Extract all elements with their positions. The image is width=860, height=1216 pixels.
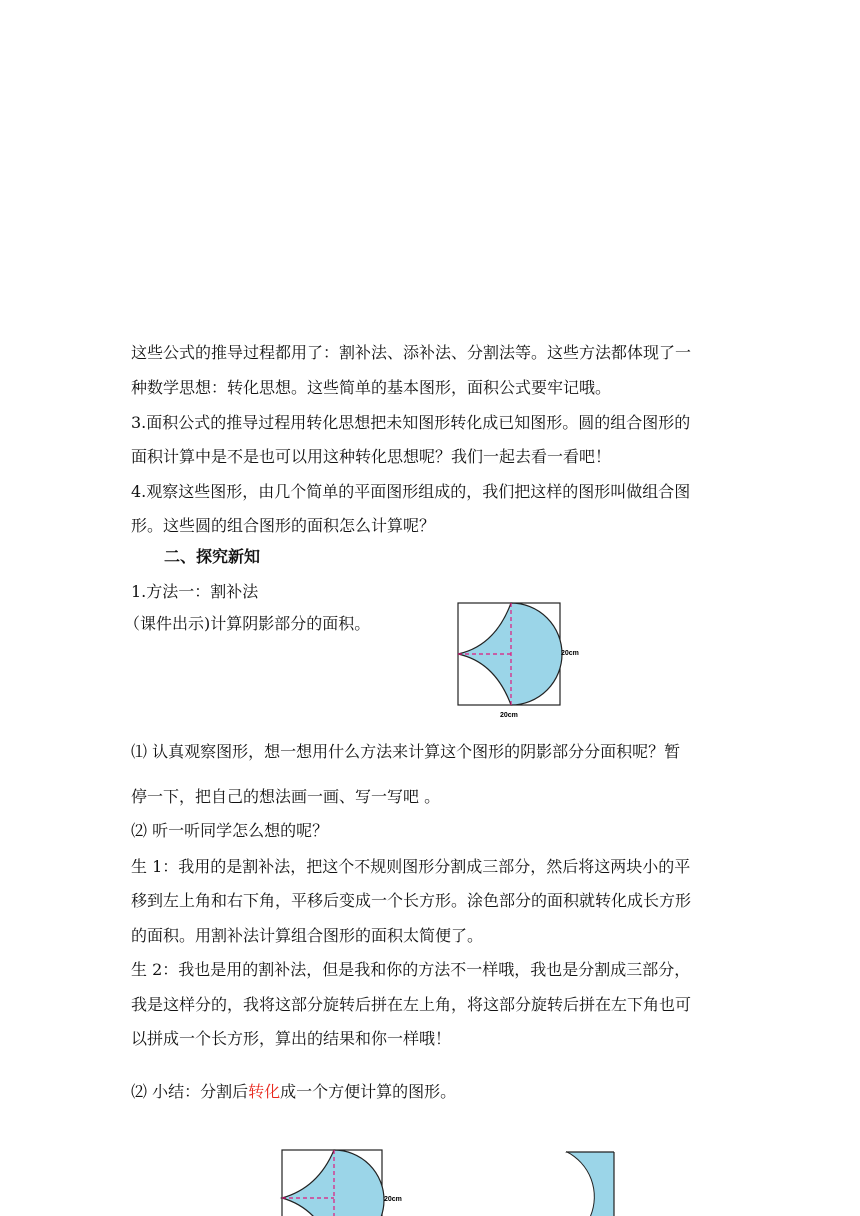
summary-highlight: 转化 xyxy=(248,1082,281,1101)
figure-bottom-right xyxy=(560,1148,620,1216)
question-1-line2: 停一下，把自己的想法画一画、写一写吧 。 xyxy=(131,787,441,806)
section-heading-explore: 二、探究新知 xyxy=(164,547,261,566)
side-length-label: 20cm xyxy=(384,1196,402,1203)
side-length-label: 20cm xyxy=(561,650,579,657)
question-2: ⑵ 听一听同学怎么想的呢？ xyxy=(131,821,329,840)
paragraph-point-4-line2: 形。这些圆的组合图形的面积怎么计算呢？ xyxy=(131,516,436,535)
figure-shaded-region xyxy=(455,600,579,722)
method-1-heading: 1.方法一：割补法 xyxy=(131,582,259,601)
task-text: （课件出示)计算阴影部分的面积。 xyxy=(124,614,371,633)
summary-prefix: ⑵ 小结：分割后 xyxy=(131,1082,249,1101)
student-2-line1: 生 2：我也是用的割补法，但是我和你的方法不一样哦，我也是分割成三部分， xyxy=(131,960,691,979)
student-1-line2: 移到左上角和右下角，平移后变成一个长方形。涂色部分的面积就转化成长方形 xyxy=(131,891,692,910)
paragraph-point-3-line2: 面积计算中是不是也可以用这种转化思想呢？我们一起去看一看吧！ xyxy=(131,447,612,466)
paragraph-transform-idea: 种数学思想：转化思想。这些简单的基本图形，面积公式要牢记哦。 xyxy=(131,378,612,397)
student-2-line2: 我是这样分的，我将这部分旋转后拼在左上角，将这部分旋转后拼在左下角也可 xyxy=(131,995,692,1014)
student-1-line1: 生 1：我用的是割补法，把这个不规则图形分割成三部分，然后将这两块小的平 xyxy=(131,857,691,876)
paragraph-point-3-line1: 3.面积公式的推导过程用转化思想把未知图形转化成已知图形。圆的组合图形的 xyxy=(131,413,691,432)
student-1-line3: 的面积。用割补法计算组合图形的面积太简便了。 xyxy=(131,926,484,945)
summary-suffix: 成一个方便计算的图形。 xyxy=(280,1082,457,1101)
bottom-length-label: 20cm xyxy=(500,712,518,719)
question-1-line1: ⑴ 认真观察图形，想一想用什么方法来计算这个图形的阴影部分分面积呢？暂 xyxy=(131,742,681,761)
figure-bottom-left xyxy=(280,1148,410,1216)
student-2-line3: 以拼成一个长方形，算出的结果和你一样哦！ xyxy=(131,1029,452,1048)
summary xyxy=(131,1082,456,1102)
paragraph-point-4-line1: 4.观察这些图形，由几个简单的平面图形组成的，我们把这样的图形叫做组合图 xyxy=(131,482,691,501)
paragraph-formula-methods: 这些公式的推导过程都用了：割补法、添补法、分割法等。这些方法都体现了一 xyxy=(131,343,692,362)
